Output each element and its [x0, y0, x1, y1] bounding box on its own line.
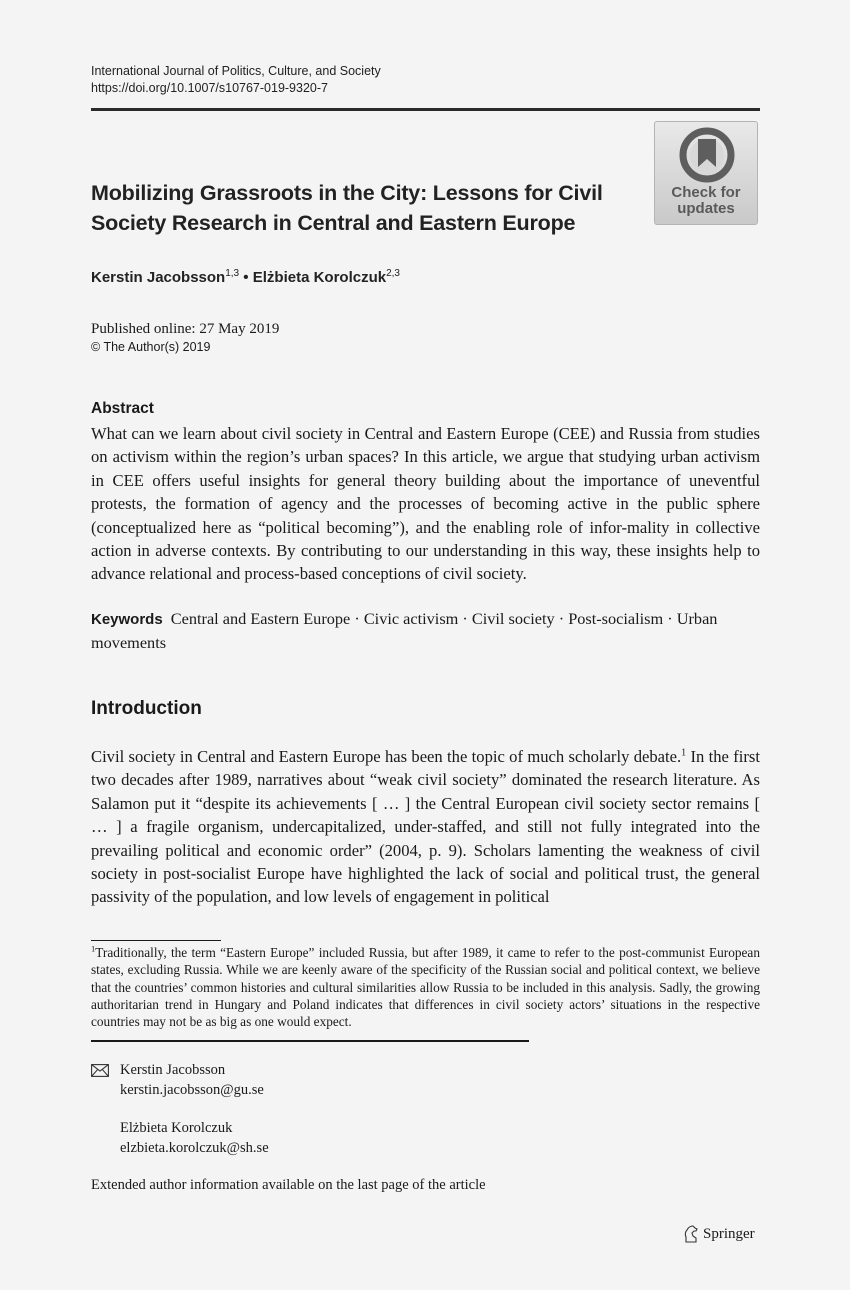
paper-page	[91, 0, 760, 1290]
published-date: Published online: 27 May 2019	[91, 321, 280, 337]
abstract-heading: Abstract	[91, 400, 154, 417]
author-list	[91, 268, 400, 286]
footnote-rule	[91, 940, 221, 941]
footnote-bottom-rule	[91, 1040, 529, 1042]
corr-email[interactable]: kerstin.jacobsson@gu.se	[120, 1081, 264, 1098]
publisher-logo	[683, 1225, 755, 1243]
footnote-number: 1	[91, 943, 96, 954]
envelope-icon	[91, 1064, 109, 1077]
publisher-name: Springer	[703, 1225, 755, 1242]
header-rule	[91, 108, 760, 111]
footnote-ref[interactable]: 1	[681, 747, 687, 759]
article-title: Mobilizing Grassroots in the City: Lessons for Civil Society Research in Central and Eastern Europe	[91, 181, 603, 235]
author-affiliation: 1,3	[225, 268, 240, 279]
author-name[interactable]: Kerstin Jacobsson	[91, 269, 226, 286]
journal-name: International Journal of Politics, Culture, and Society	[91, 64, 381, 78]
correspondence-1	[120, 1061, 264, 1100]
author-affiliation: 2,3	[386, 268, 400, 279]
intro-text-part: In the first two decades after 1989, narratives about “weak civil society” dominated the research literature. As Salamon put it “despite its achievements [ … ] the Central European civil society sector remains [ … ] a fragile organism, undercapitalized, under-staffed, and still not fully integrated into the prevailing political and economic order” (2004, p. 9). Scholars lamenting the weakness of civil society in post-socialist Europe have highlighted the lack of social and political trust, the general passivity of the population, and low levels of engagement in political	[91, 747, 760, 907]
extended-author-info: Extended author information available on the last page of the article	[91, 1177, 486, 1193]
author-separator: •	[243, 269, 249, 286]
corr-name: Kerstin Jacobsson	[120, 1062, 226, 1078]
introduction-heading: Introduction	[91, 698, 202, 719]
corr-name: Elżbieta Korolczuk	[120, 1120, 233, 1136]
journal-header	[91, 63, 381, 97]
abstract-text: What can we learn about civil society in Central and Eastern Europe (CEE) and Russia from studies on activism within the region’s urban spaces? In this article, we argue that studying urban activism in CEE offers useful insights for general theory building about the importance of uneventful protests, the formation of agency and the processes of becoming active in the public sphere (conceptualized here as “political becoming”), and the enabling role of infor-mality in collective action in adverse contexts. By contributing to our understanding in this way, these insights help to advance relational and process-based conceptions of civil society.	[91, 424, 760, 584]
copyright: © The Author(s) 2019	[91, 340, 211, 354]
footnote	[91, 944, 760, 1030]
footnote-text: Traditionally, the term “Eastern Europe” included Russia, but after 1989, it came to refer to the post-communist European states, excluding Russia. While we are keenly aware of the specificity of the Russian social and political context, we believe that the countries’ common histories and cultural similarities allow Russia to be included in this analysis. Sadly, the growing authoritarian trend in Hungary and Poland indicates that differences in civil society actors’ situations in the respective countries may not be as big as one would expect.	[91, 945, 760, 1030]
corr-email[interactable]: elzbieta.korolczuk@sh.se	[120, 1139, 269, 1156]
springer-horse-icon	[683, 1225, 699, 1243]
check-for-updates-badge[interactable]	[654, 121, 758, 225]
keywords-label: Keywords	[91, 611, 163, 628]
author-name[interactable]: Elżbieta Korolczuk	[252, 269, 387, 286]
doi-link[interactable]: https://doi.org/10.1007/s10767-019-9320-7	[91, 81, 328, 95]
badge-line2: updates	[677, 200, 735, 217]
keywords	[91, 607, 760, 655]
keywords-text: Central and Eastern Europe · Civic activism · Civil society · Post-socialism · Urban movements	[91, 609, 718, 653]
introduction-text	[91, 745, 760, 909]
bookmark-check-icon	[679, 127, 735, 183]
correspondence-2	[120, 1119, 269, 1158]
intro-text-part: Civil society in Central and Eastern Europe has been the topic of much scholarly debate.	[91, 747, 682, 766]
badge-line1: Check for	[671, 184, 741, 201]
